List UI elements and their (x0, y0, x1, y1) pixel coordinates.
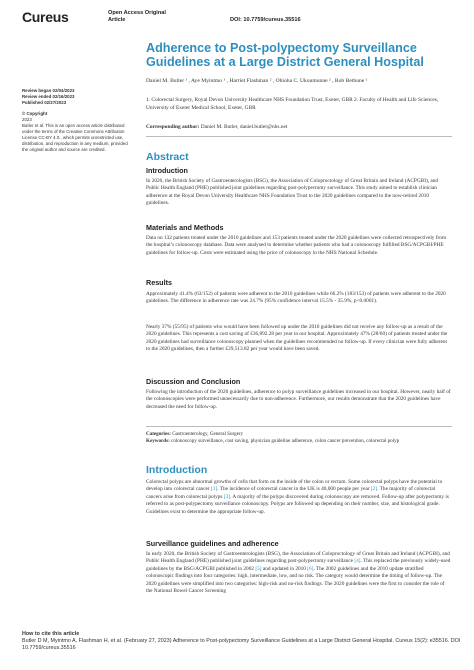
review-ended: Review ended 02/16/2023 (22, 94, 75, 99)
citation-footer (22, 631, 462, 652)
how-to-cite-heading: How to cite this article (22, 631, 80, 637)
keywords-value[interactable]: colonoscopy surveillance, cost saving, physician guideline adherence, colon cancer prevention, colorectal polyp (171, 438, 400, 444)
intro-p2-part-2: . This replaced the previously widely-used guidelines by the BSG/ACPGBI published in 2002 (146, 558, 451, 572)
article-sidebar (22, 88, 134, 153)
copyright-label: © Copyright (22, 111, 48, 116)
categories-label: Categories: (146, 431, 171, 437)
article-type (108, 10, 166, 24)
journal-logo: Cureus (22, 9, 69, 25)
divider (146, 136, 452, 137)
corresponding-label: Corresponding author: (146, 124, 200, 130)
citation-text: Butler D M, Myintmo A, Flashman H, et al. (February 27, 2023) Adherence to Post-polypectomy Surveillance Guidelines at a Large District General Hospital. Cureus 15(2): e35516. DOI 10.7759/cureus.35516 (22, 638, 461, 651)
intro-p1-part-4: . A majority of the polyps discovered during colonoscopy are removed. Follow-up after polypectomy is referred to as post-polypectomy surveillance colonoscopy. Polyps are followed up depending on their number, size, and histological grade. Guidelines exist to determine the appropriate follow-up. (146, 493, 449, 515)
published-date: Published 02/27/2023 (22, 100, 67, 105)
intro-p1-part-2: . The incidence of colorectal cancer in the UK is 40,000 people per year (217, 486, 371, 493)
affiliations: 1. Colorectal Surgery, Royal Devon University Healthcare NHS Foundation Trust, Exeter, GBR 2. Faculty of Health and Life Sciences, University of Exeter Medical School, Exeter, GBR (146, 97, 439, 111)
surveillance-subheading: Surveillance guidelines and adherence (146, 539, 279, 548)
citation-link[interactable]: [2] (370, 486, 378, 493)
copyright-year: 2023 (22, 117, 32, 122)
doi-label[interactable]: DOI: 10.7759/cureus.35516 (230, 17, 301, 23)
abstract-heading: Abstract (146, 151, 189, 163)
citation-link[interactable]: [6] (307, 565, 314, 572)
abstract-methods-heading: Materials and Methods (146, 223, 224, 232)
abstract-intro-heading: Introduction (146, 166, 188, 175)
introduction-heading: Introduction (146, 464, 208, 476)
introduction-paragraph-2 (146, 551, 452, 595)
article-type-line-2: Article (108, 17, 126, 23)
categories-value[interactable]: Gastroenterology, General Surgery (172, 431, 244, 437)
intro-p1-part-3: . The majority of colorectal cancers arise from colorectal polyps (146, 486, 436, 500)
abstract-results-heading: Results (146, 278, 172, 287)
intro-p2-part-3: and updated in 2010 (261, 565, 308, 572)
citation-link[interactable]: [3] (223, 493, 230, 500)
corresponding-value[interactable]: Daniel M. Butler, daniel.butler@nhs.net (200, 124, 288, 130)
abstract-discussion-heading: Discussion and Conclusion (146, 377, 241, 386)
keywords-block (146, 431, 452, 445)
divider (146, 426, 452, 427)
author-list: Daniel M. Butler ¹ , Aye Myintmo ¹ , Harriet Flashman ² , Obioha C. Ukoumunne ² , Rob Bethune ¹ (146, 78, 368, 84)
abstract-methods-text: Data on 132 patients treated under the 2010 guidelines and 153 patients treated under the 2020 guidelines were collected retrospectively from the hospital’s colonoscopy database. Data were analysed to determine whether patients who had a colonoscopy fulfilled BSG/ACPGBI/PHE guidelines for follow-up. Costs were estimated using the price of colonoscopy in the NHS National Schedule. (146, 235, 447, 256)
intro-p2-part-4: . The 2002 guidelines and the 2010 update stratified colonoscopic findings into four categories: high, intermediate, low, and no risk. The category would determine the timing of follow-up. The 2020 guidelines were simplified into two categories: high-risk and no-risk findings. The 2020 guidelines were the first to consider the role of the National Bowel Cancer Screening (146, 565, 445, 595)
abstract-results-text-2: Nearly 37% (55/95) of patients who would have been followed up under the 2010 guidelines did not receive any follow-up as a result of the 2020 guidelines. This represents a cost saving of £36,892.28 per year in our hospital. Approximately 47% (28/60) of patients treated under the 2020 guidelines had surveillance colonoscopy planned when the guidelines recommended no follow-up. If every clinician were fully adherent to the 2020 guidelines, then a further £29,513.82 per year would have been saved. (146, 324, 448, 353)
citation-link[interactable]: [4] (354, 558, 361, 565)
citation-link[interactable]: [1] (211, 486, 218, 493)
corresponding-author (146, 124, 287, 130)
abstract-discussion-text: Following the introduction of the 2020 guidelines, adherence to polyp surveillance guidelines increased in our hospital. However, nearly half of the colonoscopies were performed unnecessarily due to non-adherence. Furthermore, our results demonstrate that the 2020 guidelines have decreased the need for follow-up. (146, 389, 451, 410)
review-dates (22, 88, 134, 106)
citation-link[interactable]: [5] (255, 565, 262, 572)
intro-p2-part-1: In early 2020, the British Society of Gastroenterologists (BSG), the Association of Coloproctology of Great Britain and Ireland (ACPGBI), and Public Health England (PHE) published joint guidelines regarding post-polypectomy surveillance (146, 551, 450, 565)
keywords-label: Keywords: (146, 438, 170, 444)
introduction-paragraph-1 (146, 479, 452, 516)
copyright-text: Butler et al. This is an open access article distributed under the terms of the Creative Commons Attribution License CC-BY 4.0., which permits unrestricted use, distribution, and reproduction in any medium, provided the original author and source are credited. (22, 123, 128, 152)
intro-p1-part-1: Colorectal polyps are abnormal growths of cells that form on the inside of the colon or rectum. Some colorectal polyps have the potential to develop into colorectal cancer (146, 479, 443, 493)
review-began: Review began 02/04/2023 (22, 88, 75, 93)
abstract-results-text-1: Approximately 41.4% (63/152) of patients were adherent to the 2010 guidelines while 66.2% (183/153) of patients were adherent to the 2020 guidelines. The difference in adherence rate was 24.7% (95% confidence interval 15.5% - 35.9%, p<0.0001). (146, 291, 446, 305)
copyright-block (22, 111, 134, 153)
abstract-intro-text: In 2020, the British Society of Gastroenterologists (BSG), the Association of Coloproctology of Great Britain and Ireland (ACPGBI), and Public Health England (PHE) published joint guidelines regarding post-polypectomy surveillance. This study aimed to establish clinician adherence at the Royal Devon University Healthcare NHS Foundation Trust to the 2020 guidelines compared to the now-retired 2010 guidelines. (146, 178, 439, 207)
article-title: Adherence to Post-polypectomy Surveillance Guidelines at a Large District General Hospital (146, 41, 424, 69)
article-type-line-1: Open Access Original (108, 10, 166, 16)
